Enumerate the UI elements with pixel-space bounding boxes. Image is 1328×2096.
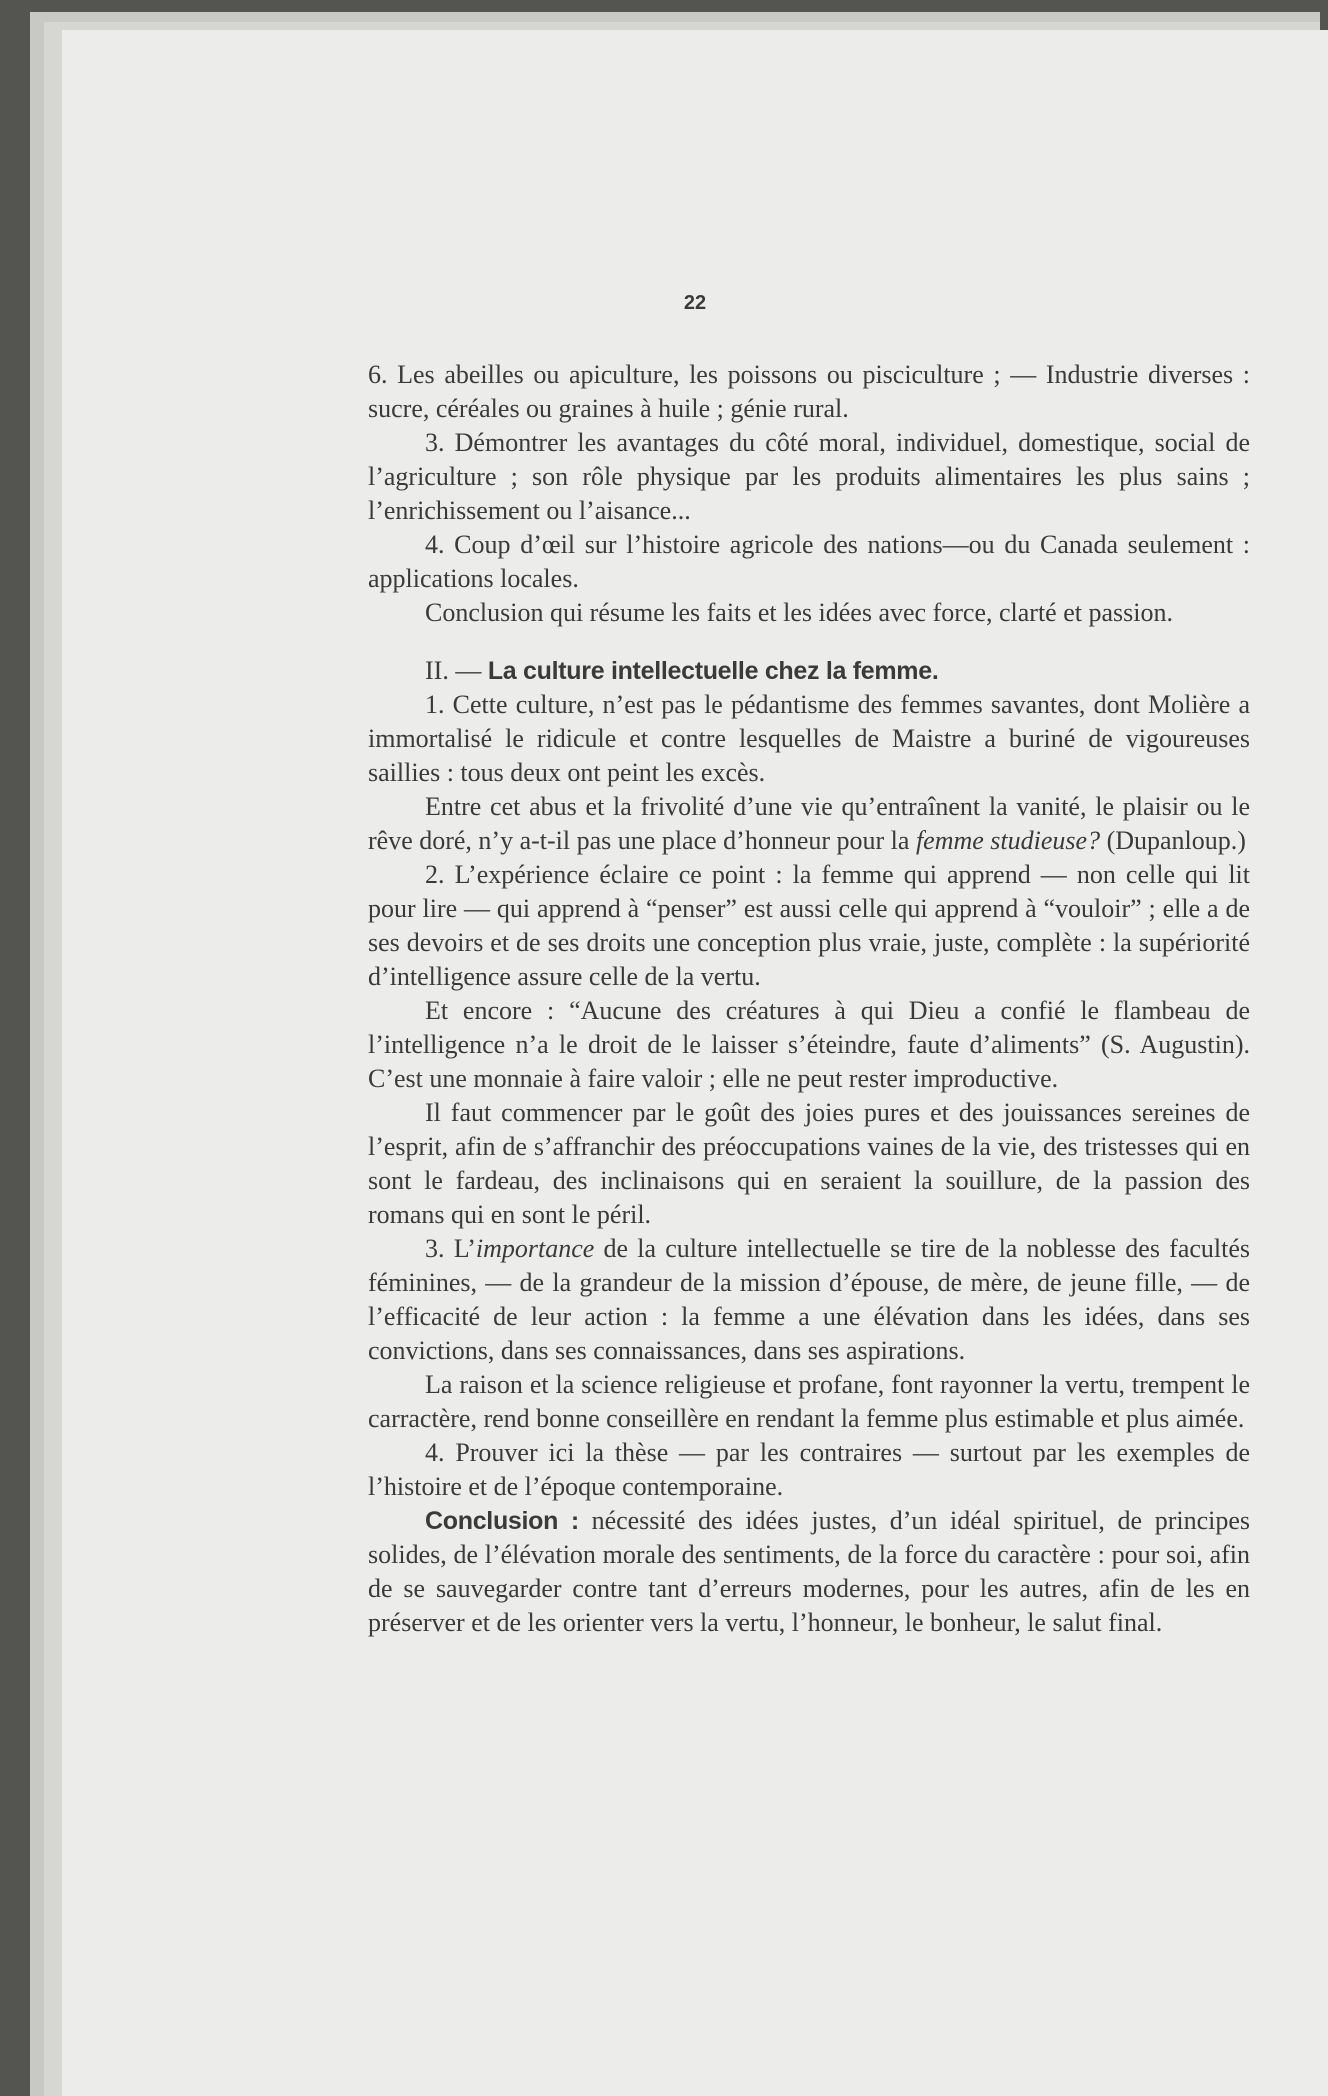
paragraph-frivolity — [368, 790, 1250, 858]
page-body — [368, 358, 1250, 1640]
section-numeral: II. — — [425, 656, 482, 685]
paragraph-augustine-quote: Et encore : “Aucune des créatures à qui Dieu a confié le flambeau de l’intelligence n’a le droit de le laisser s’éteindre, faute d’aliments” (S. Augustin). C’est une monnaie à faire valoir ; elle ne peut rester improductive. — [368, 996, 1250, 1093]
conclusion-text: nécessité des idées justes, d’un idéal spirituel, de principes solides, de l’élévation morale des sentiments, de la force du caractère : pour soi, afin de se sauvegarder contre tant d’erreurs modernes, pour les autres, afin de les en préserver et de les orienter vers la vertu, l’honneur, le bonheur, le salut final. — [368, 1506, 1251, 1637]
paragraph-experience: 2. L’expérience éclaire ce point : la femme qui apprend — non celle qui lit pour lire — qui apprend à “penser” est aussi celle qui apprend à “vouloir” ; elle a de ses devoirs et de ses droits une conception plus vraie, juste, complète : la supériorité d’intelligence assure celle de la vertu. — [368, 860, 1250, 991]
importance-italic: importance — [475, 1234, 595, 1263]
dupanloup-citation: (Dupanloup.) — [1106, 826, 1246, 855]
section-title: La culture intellectuelle chez la femme. — [487, 657, 939, 685]
page-number: 22 — [683, 292, 707, 314]
importance-prefix: 3. L’ — [425, 1234, 476, 1263]
paragraph-advantages: 3. Démontrer les avantages du côté moral, individuel, domestique, social de l’agriculture ; son rôle physique par les produits alimentaires les plus sains ; l’enrichissement ou l’aisance... — [368, 428, 1250, 525]
paragraph-conclusion-1: Conclusion qui résume les faits et les idées avec force, clarté et passion. — [425, 598, 1173, 627]
section-heading — [368, 654, 1250, 688]
paragraph-pedantism: 1. Cette culture, n’est pas le pédantisme des femmes savantes, dont Molière a immortalisé le ridicule et contre lesquelles de Maistre a buriné de vigoureuses saillies : tous deux ont peint les excès. — [368, 690, 1250, 787]
importance-text: de la culture intellectuelle se tire de la noblesse des facultés féminines, — de la grandeur de la mission d’épouse, de mère, de jeune fille, — de l’efficacité de leur action : la femme a une élévation dans les idées, dans ses convictions, dans ses connaissances, dans ses aspirations. — [368, 1234, 1251, 1365]
paragraph-history: 4. Coup d’œil sur l’histoire agricole des nations—ou du Canada seulement : applications locales. — [368, 530, 1250, 593]
paragraph-importance — [368, 1232, 1250, 1368]
paragraph-reason-science: La raison et la science religieuse et profane, font rayonner la vertu, trempent le carractère, rend bonne conseillère en rendant la femme plus estimable et plus aimée. — [368, 1370, 1250, 1433]
paragraph-conclusion-2 — [368, 1504, 1250, 1640]
frivolity-text: Entre cet abus et la frivolité d’une vie qu’entraînent la vanité, le plaisir ou le rêve doré, n’y a-t-il pas une place d’honneur pour la — [368, 792, 1250, 855]
paragraph-pure-joys: Il faut commencer par le goût des joies pures et des jouissances sereines de l’esprit, afin de s’affranchir des préoccupations vaines de la vie, des tristesses qui en sont le fardeau, des inclinaisons qui en seraient la souillure, de la passion des romans qui en sont le péril. — [368, 1098, 1250, 1229]
conclusion-label: Conclusion : — [425, 1507, 579, 1535]
paragraph-agriculture-list: 6. Les abeilles ou apiculture, les poissons ou pisciculture ; — Industrie diverses : sucre, céréales ou graines à huile ; génie rural. — [368, 360, 1250, 423]
paragraph-prove-thesis: 4. Prouver ici la thèse — par les contraires — surtout par les exemples de l’histoire et de l’époque contemporaine. — [368, 1438, 1250, 1501]
studious-woman-italic: femme studieuse? — [915, 826, 1101, 855]
page — [62, 30, 1328, 2096]
